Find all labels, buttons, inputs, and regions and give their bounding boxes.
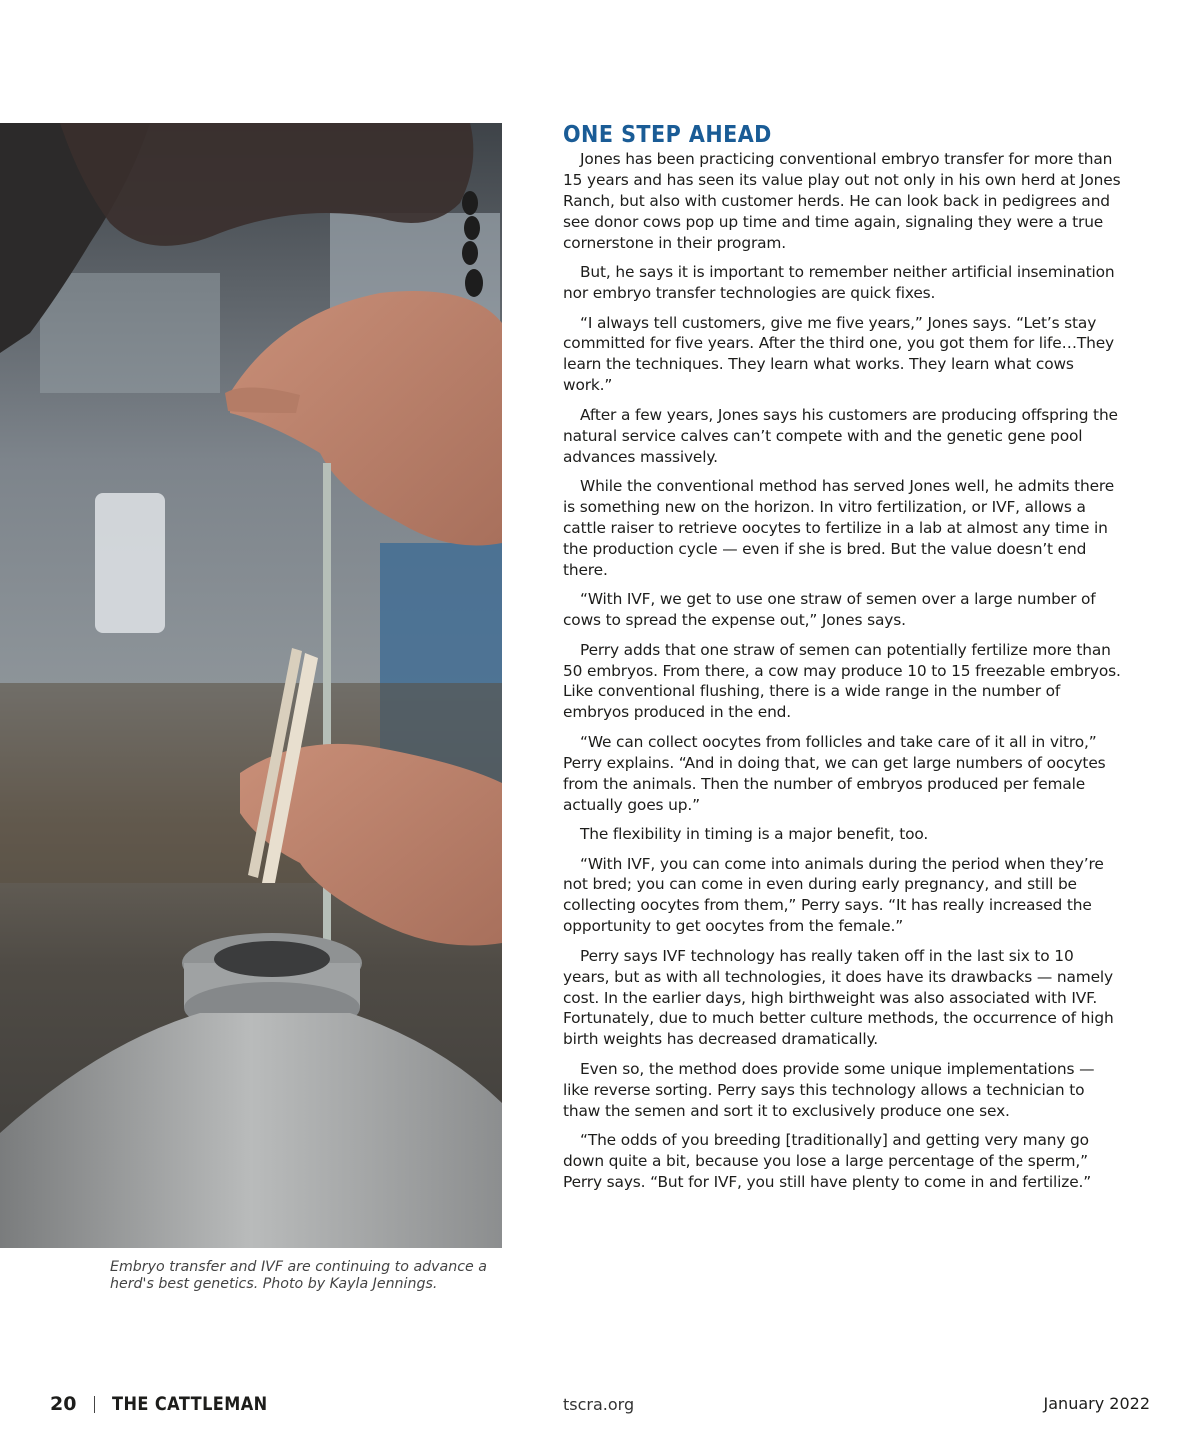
article-paragraph: “With IVF, you can come into animals during the period when they’re not bred; you can come in even during early pregnancy, and still be collecting oocytes from them,” Perry says. “It has really increased the opportunity to get oocytes from the female.” [563,854,1104,936]
article-paragraph: Perry says IVF technology has really taken off in the last six to 10 years, but as with all technologies, it does have its drawbacks — namely cost. In the earlier days, high birthweight was also associated with IVF. Fortunately, due to much better culture methods, the occurrence of high birth weights has decreased dramatically. [563,946,1114,1049]
article-paragraph: Even so, the method does provide some unique implementations — like reverse sorting. Perry says this technology allows a technician to thaw the semen and sort it to exclusively produce one sex. [563,1059,1095,1120]
article-paragraph: “With IVF, we get to use one straw of semen over a large number of cows to spread the expense out,” Jones says. [563,590,1096,630]
article-paragraph: But, he says it is important to remember neither artificial insemination nor embryo transfer technologies are quick fixes. [563,263,1115,303]
footer-divider [94,1396,95,1413]
article-photo [0,123,502,1248]
article-paragraph: Perry adds that one straw of semen can potentially fertilize more than 50 embryos. From there, a cow may produce 10 to 15 freezable embryos. Like conventional flushing, there is a wide range in the number of embryos produced in the end. [563,640,1121,722]
article-paragraph: “We can collect oocytes from follicles and take care of it all in vitro,” Perry explains. “And in doing that, we can get large numbers of oocytes from the animals. Then the number of embryos produced per female actually goes up.” [563,732,1106,814]
page-number: 20 [50,1393,77,1415]
article-paragraph: After a few years, Jones says his customers are producing offspring the natural service calves can’t compete with and the genetic gene pool advances massively. [563,405,1118,466]
issue-date: January 2022 [1043,1394,1150,1413]
article-paragraph: While the conventional method has served Jones well, he admits there is something new on the horizon. In vitro fertilization, or IVF, allows a cattle raiser to retrieve oocytes to fertilize in a lab at almost any time in the production cycle — even if she is bred. But the value doesn’t end there. [563,477,1115,579]
magazine-name: THE CATTLEMAN [112,1393,268,1415]
article-paragraph: “I always tell customers, give me five years,” Jones says. “Let’s stay committed for five years. After the third one, you got them for life…They learn the techniques. They learn what works. They learn what cows work.” [563,313,1114,395]
section-heading: ONE STEP AHEAD [563,122,772,148]
embryo-photo-icon [0,123,502,1248]
article-paragraph: Jones has been practicing conventional embryo transfer for more than 15 years and has seen its value play out not only in his own herd at Jones Ranch, but also with customer herds. He can look back in pedigrees and see donor cows pop up time and time again, signaling they were a true cornerstone in their program. [563,150,1121,252]
article-paragraph: “The odds of you breeding [traditionally] and getting very many go down quite a bit, because you lose a large percentage of the sperm,” Perry says. “But for IVF, you still have plenty to come in and fertilize.” [563,1131,1092,1191]
article-column [563,122,1123,1202]
article-paragraph: The flexibility in timing is a major benefit, too. [580,825,929,844]
article-body [563,149,1123,1193]
website-link[interactable]: tscra.org [563,1395,635,1414]
photo-caption: Embryo transfer and IVF are continuing to advance a herd's best genetics. Photo by Kayla Jennings. [110,1259,487,1292]
